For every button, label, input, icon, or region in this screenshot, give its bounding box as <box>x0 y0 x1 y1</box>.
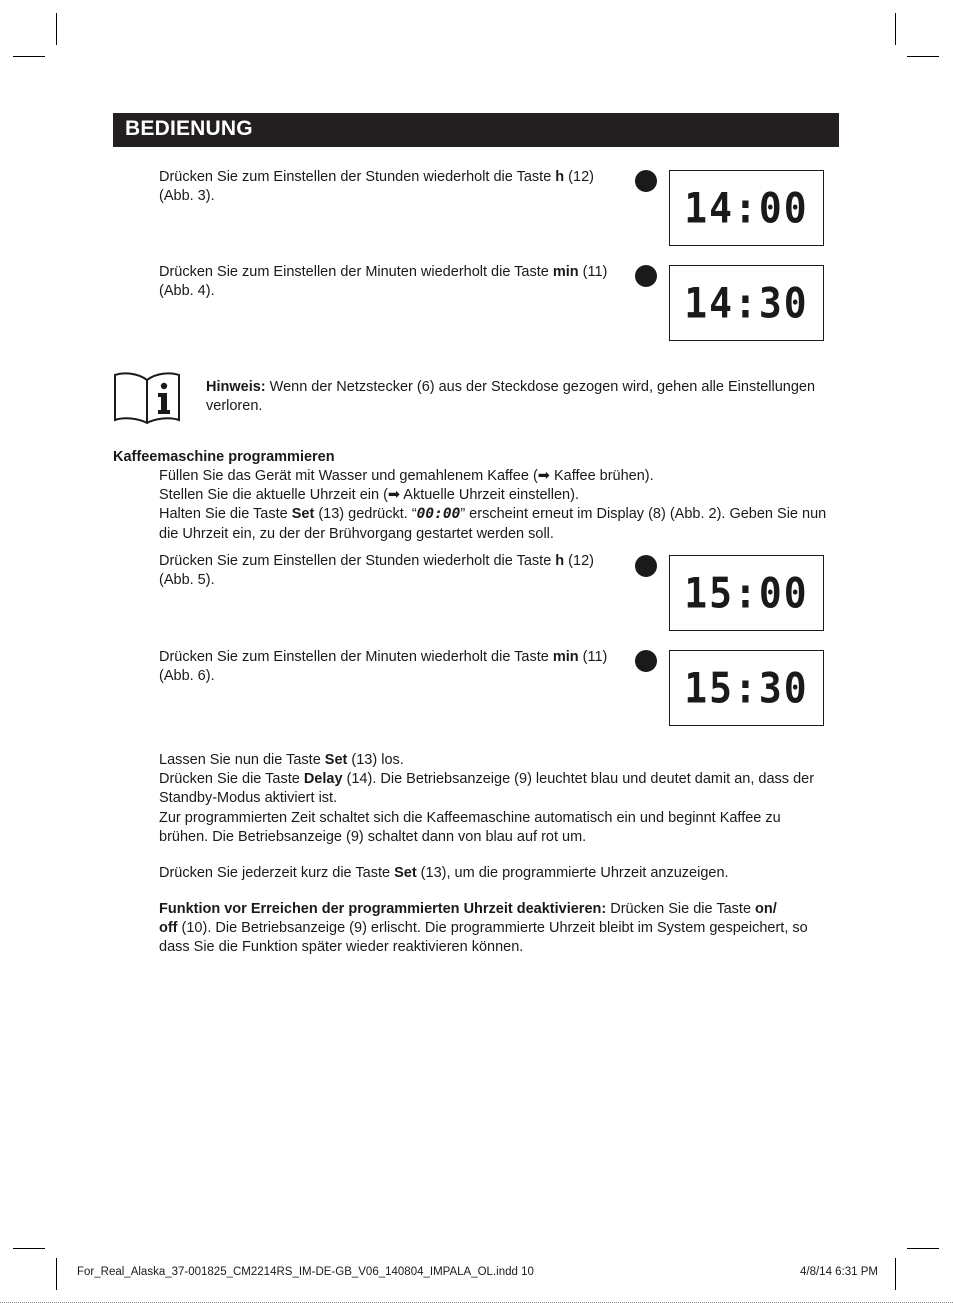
note-label: Hinweis: <box>206 379 266 395</box>
footer-date: 4/8/14 6:31 PM <box>800 1266 878 1278</box>
crop-mark <box>895 13 896 45</box>
key-h: h <box>555 553 565 569</box>
step-bullet <box>635 650 657 672</box>
program-step-minutes: Drücken Sie zum Einstellen der Minuten wiederholt die Taste min (11) (Abb. 6). <box>159 649 608 685</box>
key-set: Set <box>324 752 348 768</box>
key-delay: Delay <box>303 771 343 788</box>
crop-mark <box>907 1248 939 1249</box>
crop-mark <box>56 13 57 45</box>
crop-mark <box>56 1258 57 1290</box>
clock-step-minutes: Drücken Sie zum Einstellen der Minuten wiederholt die Taste min (11) (Abb. 4). <box>159 264 608 300</box>
key-on-off: on/ <box>755 901 777 917</box>
subsection-heading: Kaffeemaschine programmieren <box>113 449 335 465</box>
lcd-display <box>669 555 824 631</box>
section-title: BEDIENUNG <box>125 117 253 140</box>
program-step-hours: Drücken Sie zum Einstellen der Stunden wiederholt die Taste h (12) (Abb. 5). <box>159 553 594 589</box>
key-min: min <box>552 649 579 665</box>
step-bullet <box>635 555 657 577</box>
lcd-display <box>669 650 824 726</box>
key-h: h <box>555 169 565 185</box>
inline-display: 00:00 <box>416 506 461 523</box>
lcd-digits: 14:30 <box>684 278 809 328</box>
key-set: Set <box>291 506 315 523</box>
lcd-display <box>669 265 824 341</box>
clock-step-hours: Drücken Sie zum Einstellen der Stunden wiederholt die Taste h (12) (Abb. 3). <box>159 169 594 205</box>
step-bullet <box>635 265 657 287</box>
crop-mark <box>13 56 45 57</box>
key-min: min <box>552 264 579 280</box>
lcd-display <box>669 170 824 246</box>
key-on-off: off <box>159 920 178 937</box>
program-deactivate: Funktion vor Erreichen der programmierten Uhrzeit deaktivieren: Drücken Sie die Taste on/ off (10). Die Betriebsanzeige (9) erlischt. Die programmierte Uhrzeit bleibt im System gespeichert, so dass Sie die Funktion später wieder reaktivieren können. <box>159 901 808 956</box>
crop-mark <box>13 1248 45 1249</box>
program-intro: Füllen Sie das Gerät mit Wasser und gemahlenem Kaffee (➡ Kaffee brühen). Stellen Sie die aktuelle Uhrzeit ein (➡ Aktuelle Uhrzeit einstellen). Halten Sie die Taste Set (13) gedrückt. “00:00” erscheint erneut im Display (8) (Abb. 2). Geben Sie nun die Uhrzeit ein, zu der der Brühvorgang gestartet werden soll. <box>159 468 827 542</box>
crop-mark <box>907 56 939 57</box>
lcd-digits: 14:00 <box>684 183 809 233</box>
footer-file: For_Real_Alaska_37-001825_CM2214RS_IM-DE-GB_V06_140804_IMPALA_OL.indd 10 <box>77 1266 534 1278</box>
lcd-digits: 15:00 <box>684 568 809 618</box>
deactivate-label: Funktion vor Erreichen der programmierten Uhrzeit deaktivieren: <box>159 901 607 917</box>
key-set: Set <box>394 865 417 881</box>
note-text: Hinweis: Wenn der Netzstecker (6) aus der Steckdose gezogen wird, gehen alle Einstellungen verloren. <box>206 379 816 415</box>
step-bullet <box>635 170 657 192</box>
page-trim-line <box>0 1302 953 1303</box>
crop-mark <box>895 1258 896 1290</box>
program-check: Drücken Sie jederzeit kurz die Taste Set (13), um die programmierte Uhrzeit anzuzeigen. <box>159 865 729 881</box>
program-release: Lassen Sie nun die Taste Set (13) los. Drücken Sie die Taste Delay (14). Die Betriebsanzeige (9) leuchtet blau und deutet damit an, dass der Standby-Modus aktiviert ist. Zur programmierten Zeit schaltet sich die Kaffeemaschine automatisch ein und beginnt Kaffee zu brühen. Die Betriebsanzeige (9) schaltet dann von blau auf rot um. <box>159 752 815 845</box>
section-header <box>113 113 839 147</box>
info-book-icon <box>112 368 182 424</box>
lcd-digits: 15:30 <box>684 663 809 713</box>
